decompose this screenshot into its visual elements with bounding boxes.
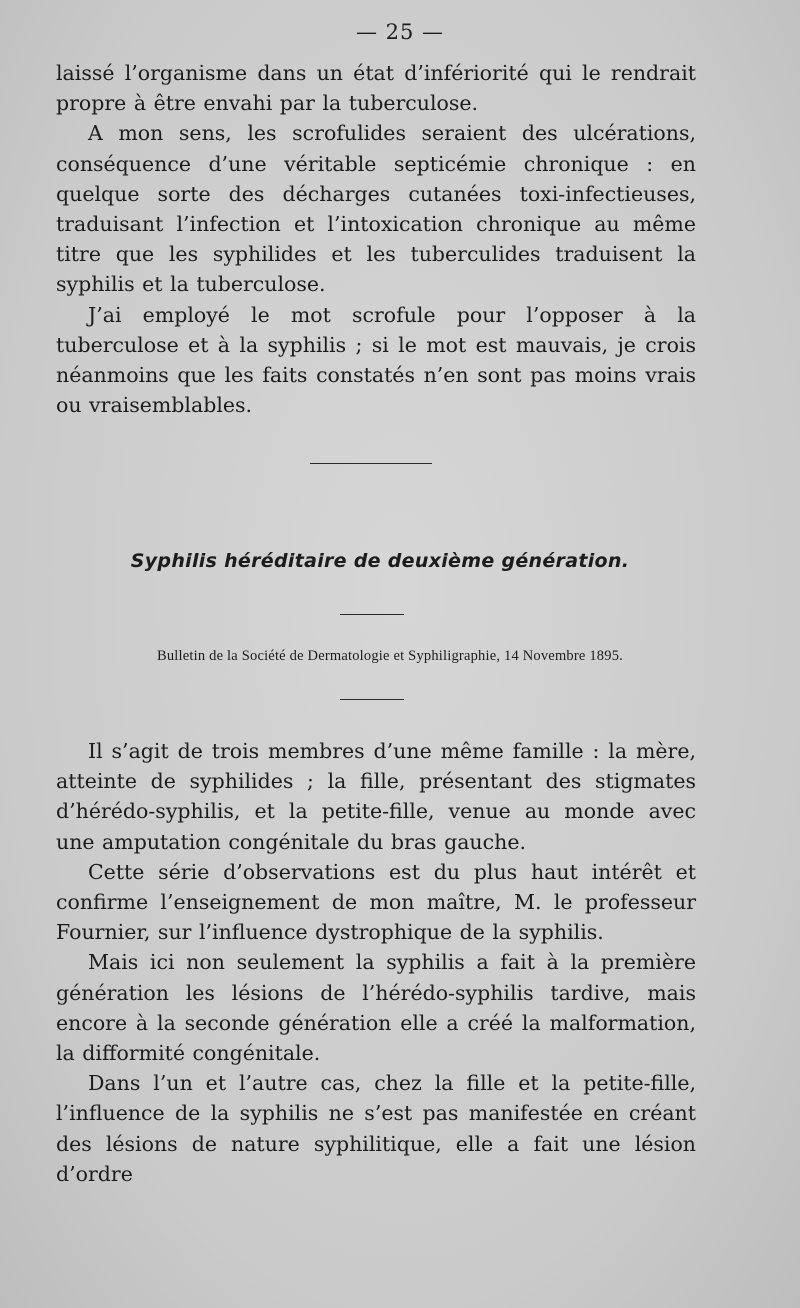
- paragraph: J’ai employé le mot scrofule pour l’opposer à la tuberculose et à la syphilis ; si le mot est mauvais, je crois néanmoins que les faits constatés n’en sont pas moins vrais ou vraisemblables.: [56, 302, 696, 418]
- paragraph: Dans l’un et l’autre cas, chez la fille et la petite-fille, l’influence de la syphilis ne s’est pas manifestée en créant des lésions de nature syphilitique, elle a fait une lésion d’ordre: [56, 1071, 696, 1186]
- citation: Bulletin de la Société de Dermatologie et Syphiligraphie, 14 Novembre 1895.: [156, 648, 623, 664]
- divider-rule: [340, 699, 404, 700]
- section-divider-rule: [310, 463, 432, 464]
- section-title: Syphilis héréditaire de deuxième génération.: [130, 550, 630, 572]
- paragraph: Cette série d’observations est du plus haut intérêt et confirme l’enseignement de mon maître, M. le professeur Fournier, sur l’influence dystrophique de la syphilis.: [56, 859, 696, 945]
- paragraph: Il s’agit de trois membres d’une même famille : la mère, atteinte de syphilides ; la fille, présentant des stigmates d’hérédo-syphilis, et la petite-fille, venue au monde avec une amputation congénitale du bras gauche.: [56, 739, 696, 854]
- page-number: — 25 —: [355, 20, 445, 44]
- paragraph: laissé l’organisme dans un état d’infériorité qui le rendrait propre à être envahi par la tuberculose.: [56, 61, 696, 116]
- intro-text-block: [56, 58, 696, 420]
- body-text-block: [56, 736, 696, 1189]
- paragraph: A mon sens, les scrofulides seraient des ulcérations, conséquence d’une véritable septicémie chronique : en quelque sorte des décharges cutanées toxi-infectieuses, traduisant l’infection et l’intoxication chronique au même titre que les syphilides et les tuberculides traduisent la syphilis et la tuberculose.: [56, 121, 696, 297]
- paragraph: Mais ici non seulement la syphilis a fait à la première génération les lésions de l’hérédo-syphilis tardive, mais encore à la seconde génération elle a créé la malformation, la difformité congénitale.: [56, 950, 696, 1066]
- divider-rule: [340, 614, 404, 615]
